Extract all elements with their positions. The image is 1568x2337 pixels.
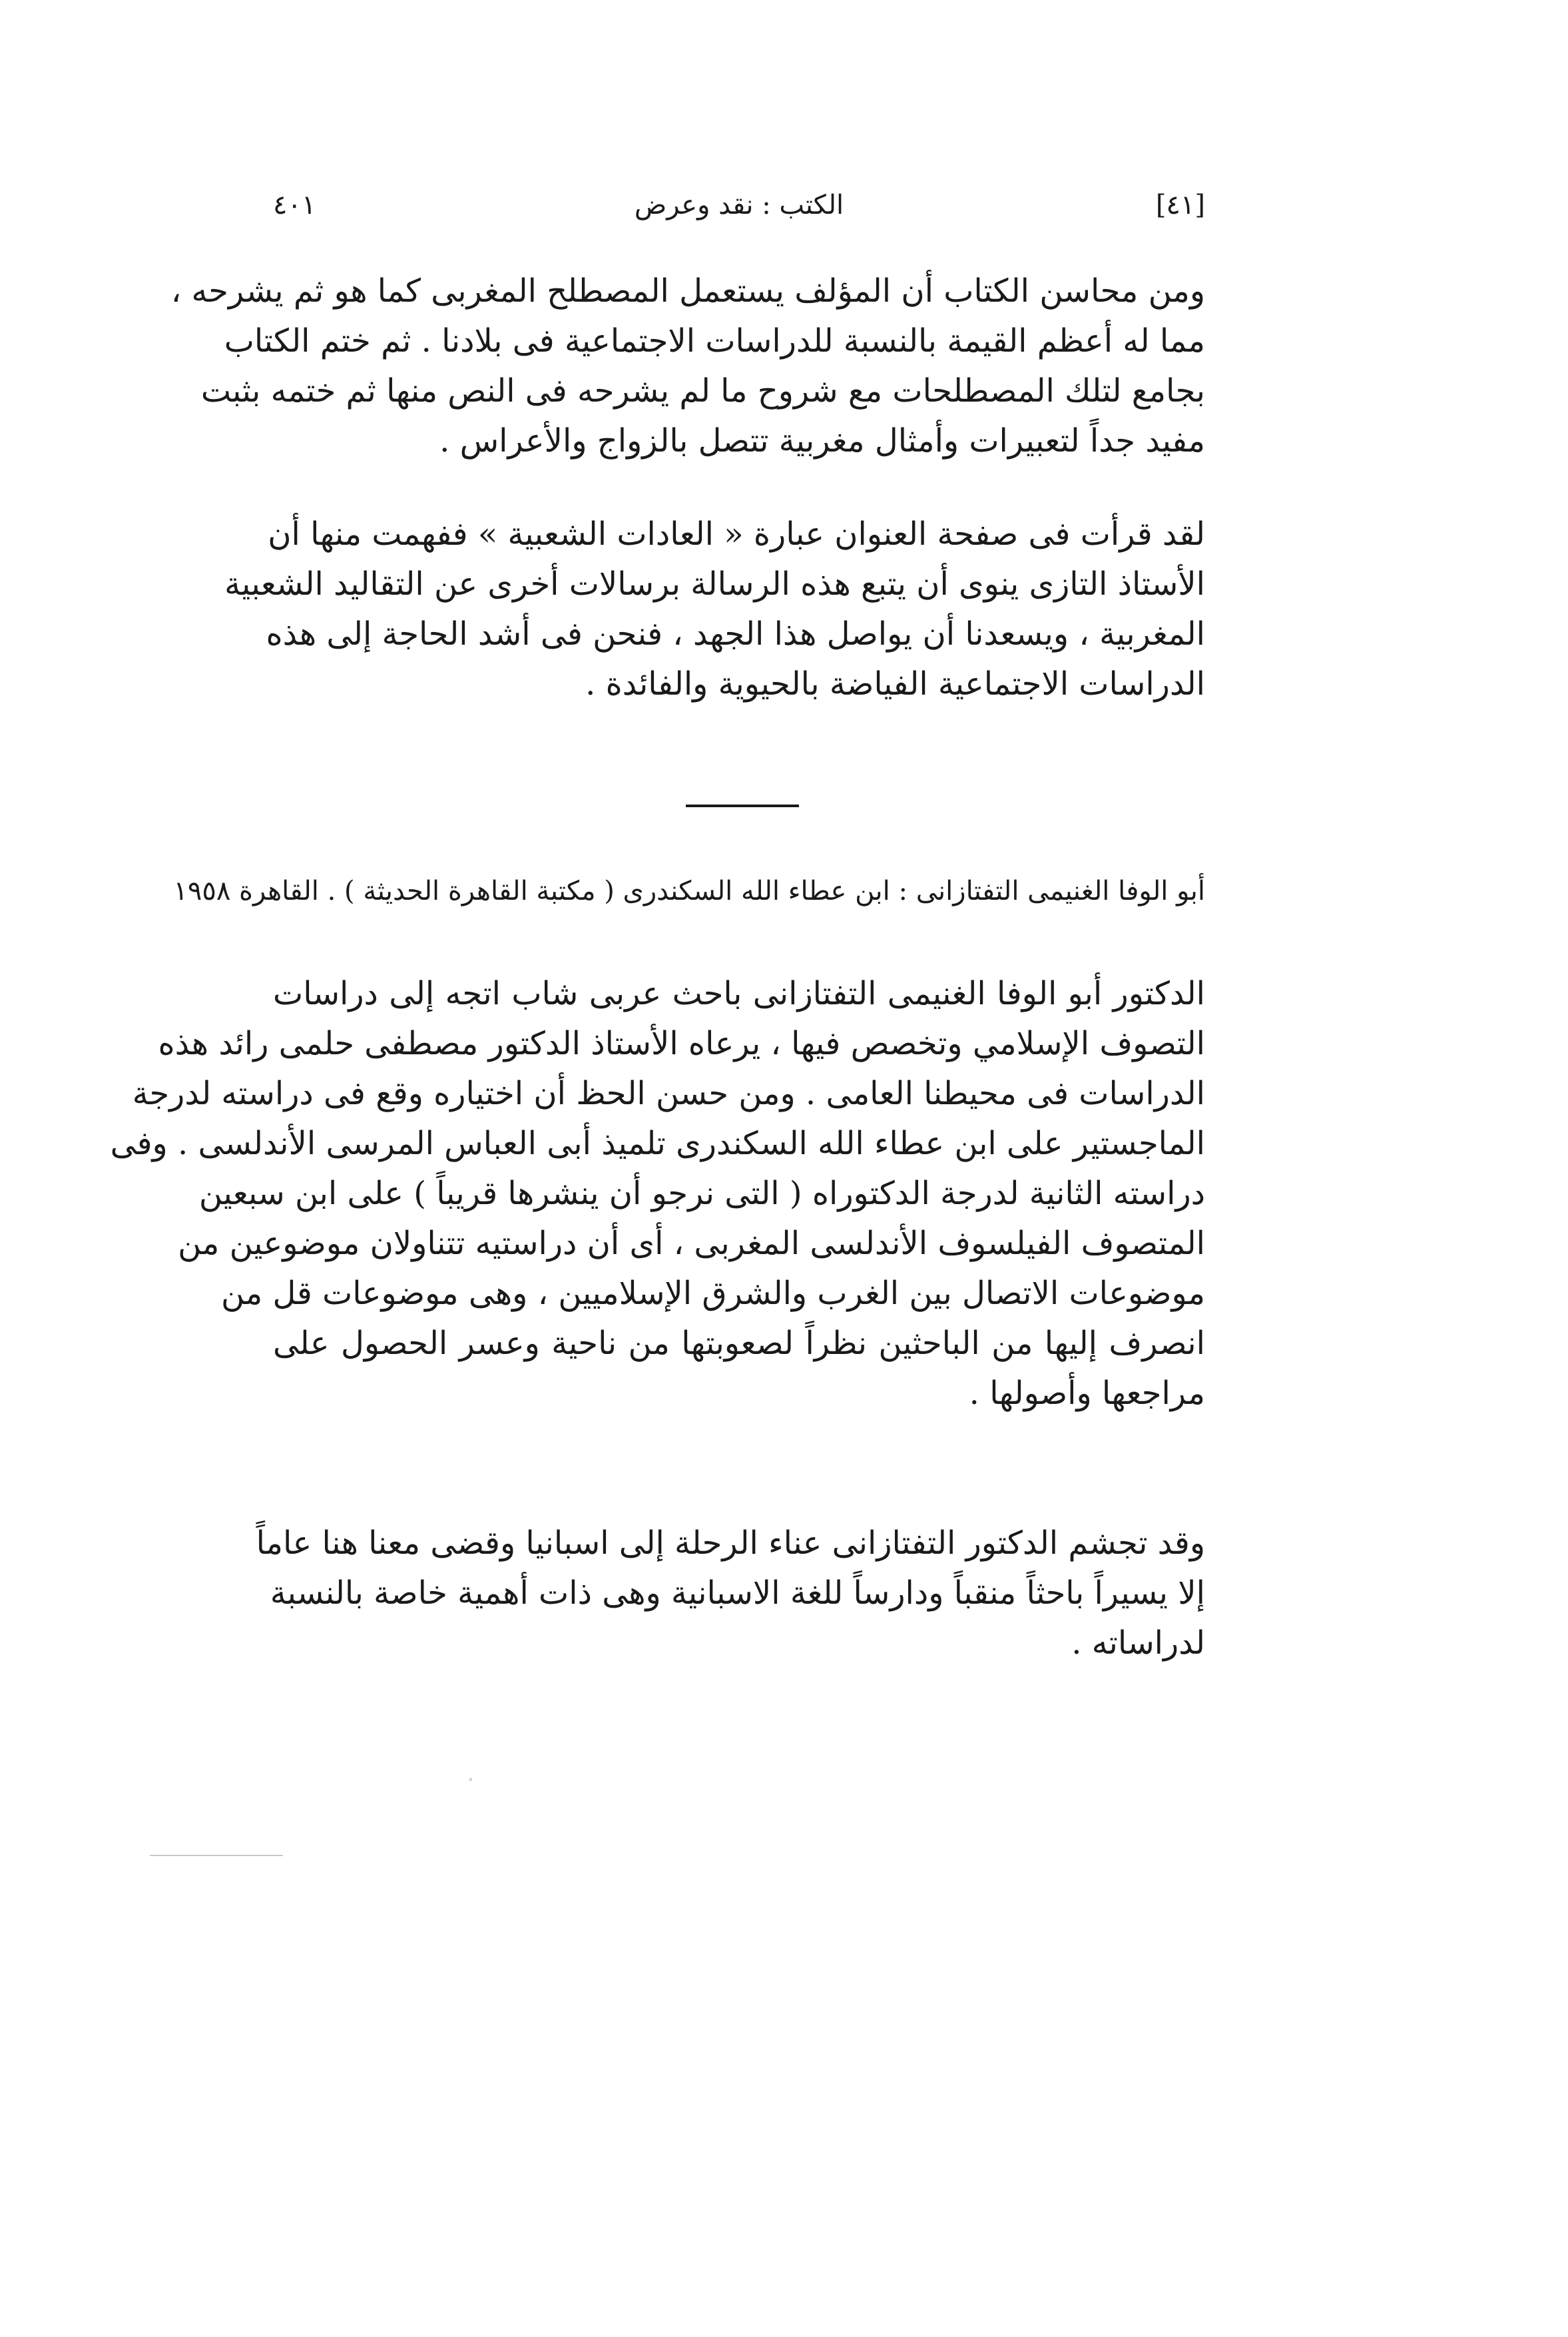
text-line: الدراسات الاجتماعية الفياضة بالحيوية والفائدة . [585,665,1205,703]
text-line: ومن محاسن الكتاب أن المؤلف يستعمل المصطلح المغربى كما هو ثم يشرحه ، [170,272,1205,310]
paragraph-author-introduction [110,969,1206,1419]
text-line: لدراساته . [1071,1624,1205,1662]
paragraph-spain-journey [256,1518,1205,1668]
text-line: المتصوف الفيلسوف الأندلسى المغربى ، أى أن دراستيه تتناولان موضوعين من [178,1225,1205,1262]
paragraph-future-studies [224,509,1205,709]
page-header [273,190,1205,236]
running-title: الكتب : نقد وعرض [634,190,844,220]
text-line: دراسته الثانية لدرجة الدكتوراه ( التى نرجو أن ينشرها قريباً ) على ابن سبعين [198,1175,1205,1212]
text-line: موضوعات الاتصال بين الغرب والشرق الإسلاميين ، وهى موضوعات قل من [221,1275,1205,1312]
scan-artifact-dot [469,1778,472,1781]
text-line: انصرف إليها من الباحثين نظراً لصعوبتها من ناحية وعسر الحصول على [273,1325,1205,1362]
section-divider [686,805,799,807]
text-line: وقد تجشم الدكتور التفتازانى عناء الرحلة إلى اسبانيا وقضى معنا هنا عاماً [256,1524,1205,1562]
section-reference: [٤١] [1155,190,1205,220]
text-line: الدراسات فى محيطنا العامى . ومن حسن الحظ أن اختياره وقع فى دراسته لدرجة [132,1075,1205,1112]
text-line: لقد قرأت فى صفحة العنوان عبارة « العادات الشعبية » ففهمت منها أن [268,515,1205,553]
text-line: مما له أعظم القيمة بالنسبة للدراسات الاجتماعية فى بلادنا . ثم ختم الكتاب [224,322,1205,360]
text-line: الأستاذ التازى ينوى أن يتبع هذه الرسالة برسالات أخرى عن التقاليد الشعبية [224,565,1205,603]
page-number: ٤٠١ [273,190,316,220]
text-line: مراجعها وأصولها . [969,1375,1205,1412]
text-line: مفيد جداً لتعبيرات وأمثال مغربية تتصل بالزواج والأعراس . [439,422,1205,460]
scan-artifact-line [150,1855,283,1856]
text-line: التصوف الإسلامي وتخصص فيها ، يرعاه الأستاذ الدكتور مصطفى حلمى رائد هذه [158,1025,1205,1062]
text-line: إلا يسيراً باحثاً منقباً ودارساً للغة الاسبانية وهى ذات أهمية خاصة بالنسبة [270,1574,1205,1612]
book-citation: أبو الوفا الغنيمى التفتازانى : ابن عطاء الله السكندرى ( مكتبة القاهرة الحديثة ) . القاهرة ١٩٥٨ [173,876,1205,906]
text-line: الدكتور أبو الوفا الغنيمى التفتازانى باحث عربى شاب اتجه إلى دراسات [273,975,1206,1012]
text-line: المغربية ، ويسعدنا أن يواصل هذا الجهد ، فنحن فى أشد الحاجة إلى هذه [266,615,1205,653]
paragraph-review-closing [170,266,1205,466]
text-line: بجامع لتلك المصطلحات مع شروح ما لم يشرحه فى النص منها ثم ختمه بثبت [200,372,1205,410]
text-line: الماجستير على ابن عطاء الله السكندرى تلميذ أبى العباس المرسى الأندلسى . وفى [110,1125,1205,1162]
